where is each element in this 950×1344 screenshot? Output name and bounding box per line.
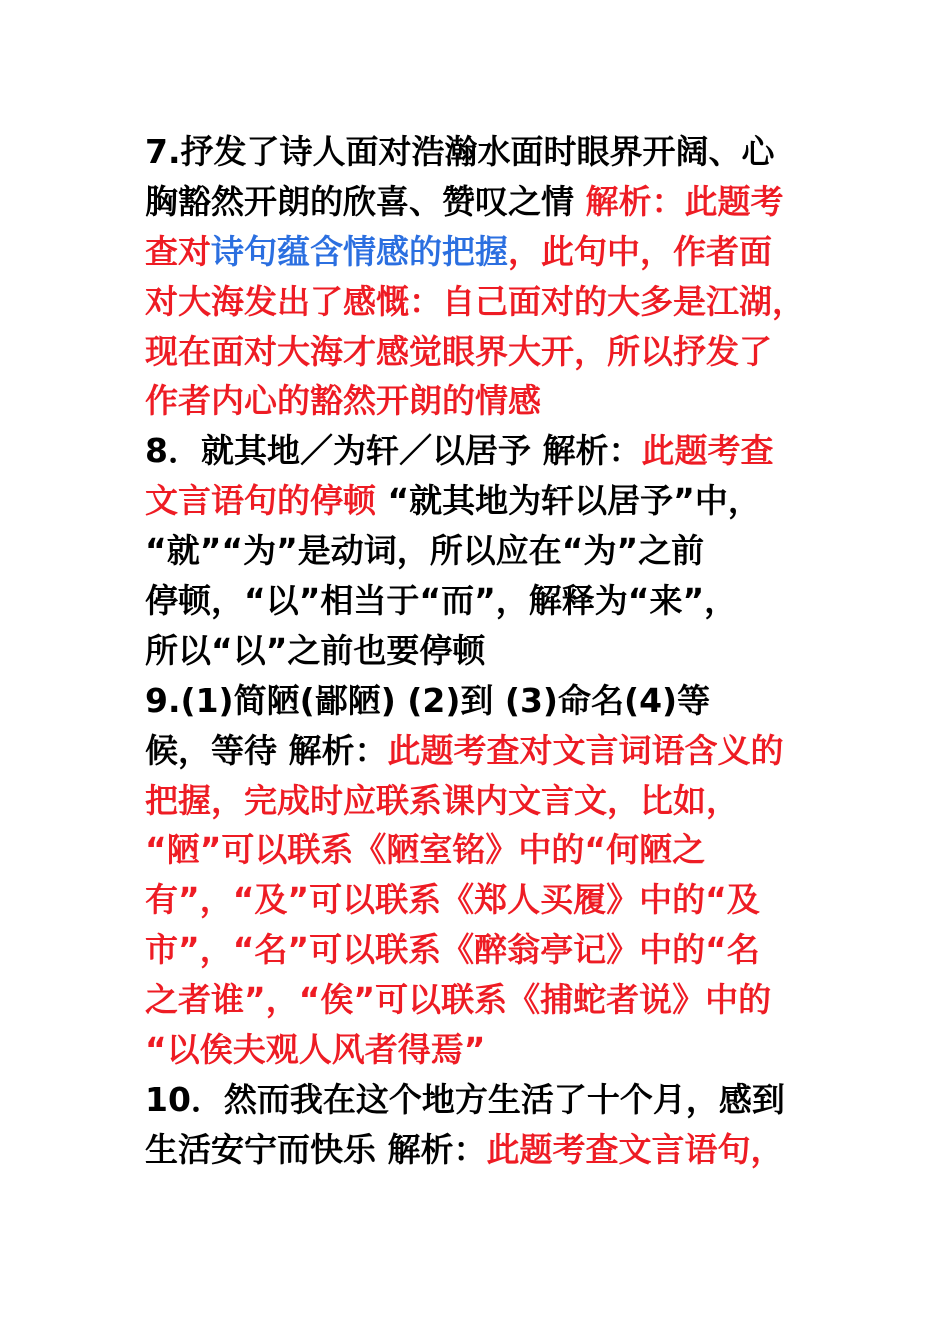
analysis-text: 此题考查对文言词语含义的 <box>387 730 784 770</box>
text-line <box>145 825 815 875</box>
text-line <box>145 1125 815 1175</box>
text-line <box>145 376 815 426</box>
text-line <box>145 327 815 377</box>
analysis-text: ，此句中，作者面 <box>508 231 772 271</box>
text-line <box>145 227 815 277</box>
text-line <box>145 626 815 676</box>
text-line <box>145 975 815 1025</box>
analysis-text: 作者内心的豁然开朗的情感 <box>145 381 541 421</box>
analysis-text: 现在面对大海才感觉眼界大开，所以抒发了 <box>145 331 772 371</box>
answer-text: “就”“为”是动词，所以应在“为”之前 <box>145 531 705 571</box>
answer-text: 停顿，“以”相当于“而”，解释为“来”， <box>145 581 738 621</box>
text-line <box>145 127 815 177</box>
answer-text: 10．然而我在这个地方生活了十个月，感到 <box>145 1079 785 1119</box>
analysis-text: 把握，完成时应联系课内文言文，比如， <box>145 780 739 820</box>
text-line <box>145 526 815 576</box>
text-line <box>145 277 815 327</box>
answer-text: 胸豁然开朗的欣喜、赞叹之情 <box>145 181 586 221</box>
analysis-text: 之者谁”，“俟”可以联系《捕蛇者说》中的 <box>145 980 772 1020</box>
analysis-text: 解析：此题考 <box>585 181 784 221</box>
answer-text: 9.(1)简陋(鄙陋) (2)到 (3)命名(4)等 <box>145 680 711 720</box>
analysis-text: 此题考查文言语句， <box>486 1129 784 1169</box>
analysis-text: 有”，“及”可以联系《郑人买履》中的“及 <box>145 880 760 920</box>
analysis-text: 对大海发出了感慨：自己面对的大多是江湖， <box>145 281 805 321</box>
text-line <box>145 726 815 776</box>
text-line <box>145 426 815 476</box>
analysis-text: 查对 <box>145 231 211 271</box>
text-line <box>145 576 815 626</box>
analysis-text: 文言语句的停顿 <box>145 481 376 521</box>
answer-text: 所以“以”之前也要停顿 <box>145 630 486 670</box>
text-line <box>145 925 815 975</box>
text-line <box>145 177 815 227</box>
text-line <box>145 676 815 726</box>
text-line <box>145 776 815 826</box>
analysis-text: 此题考查 <box>641 431 774 471</box>
answer-text: 候，等待 解析： <box>145 730 388 770</box>
analysis-text: “以俟夫观人风者得焉” <box>145 1030 486 1070</box>
text-line <box>145 1075 815 1125</box>
answer-text: 8．就其地／为轩／以居予 解析： <box>145 431 642 471</box>
text-line <box>145 875 815 925</box>
text-line <box>145 476 815 526</box>
answer-text-block <box>145 127 815 1175</box>
answer-text: “就其地为轩以居予”中， <box>376 481 761 521</box>
highlight-text: 诗句蕴含情感的把握 <box>211 231 508 271</box>
analysis-text: “陋”可以联系《陋室铭》中的“何陋之 <box>145 830 706 870</box>
analysis-text: 市”，“名”可以联系《醉翁亭记》中的“名 <box>145 930 760 970</box>
text-line <box>145 1025 815 1075</box>
answer-text: 生活安宁而快乐 解析： <box>145 1129 487 1169</box>
answer-text: 7.抒发了诗人面对浩瀚水面时眼界开阔、心 <box>145 132 775 171</box>
